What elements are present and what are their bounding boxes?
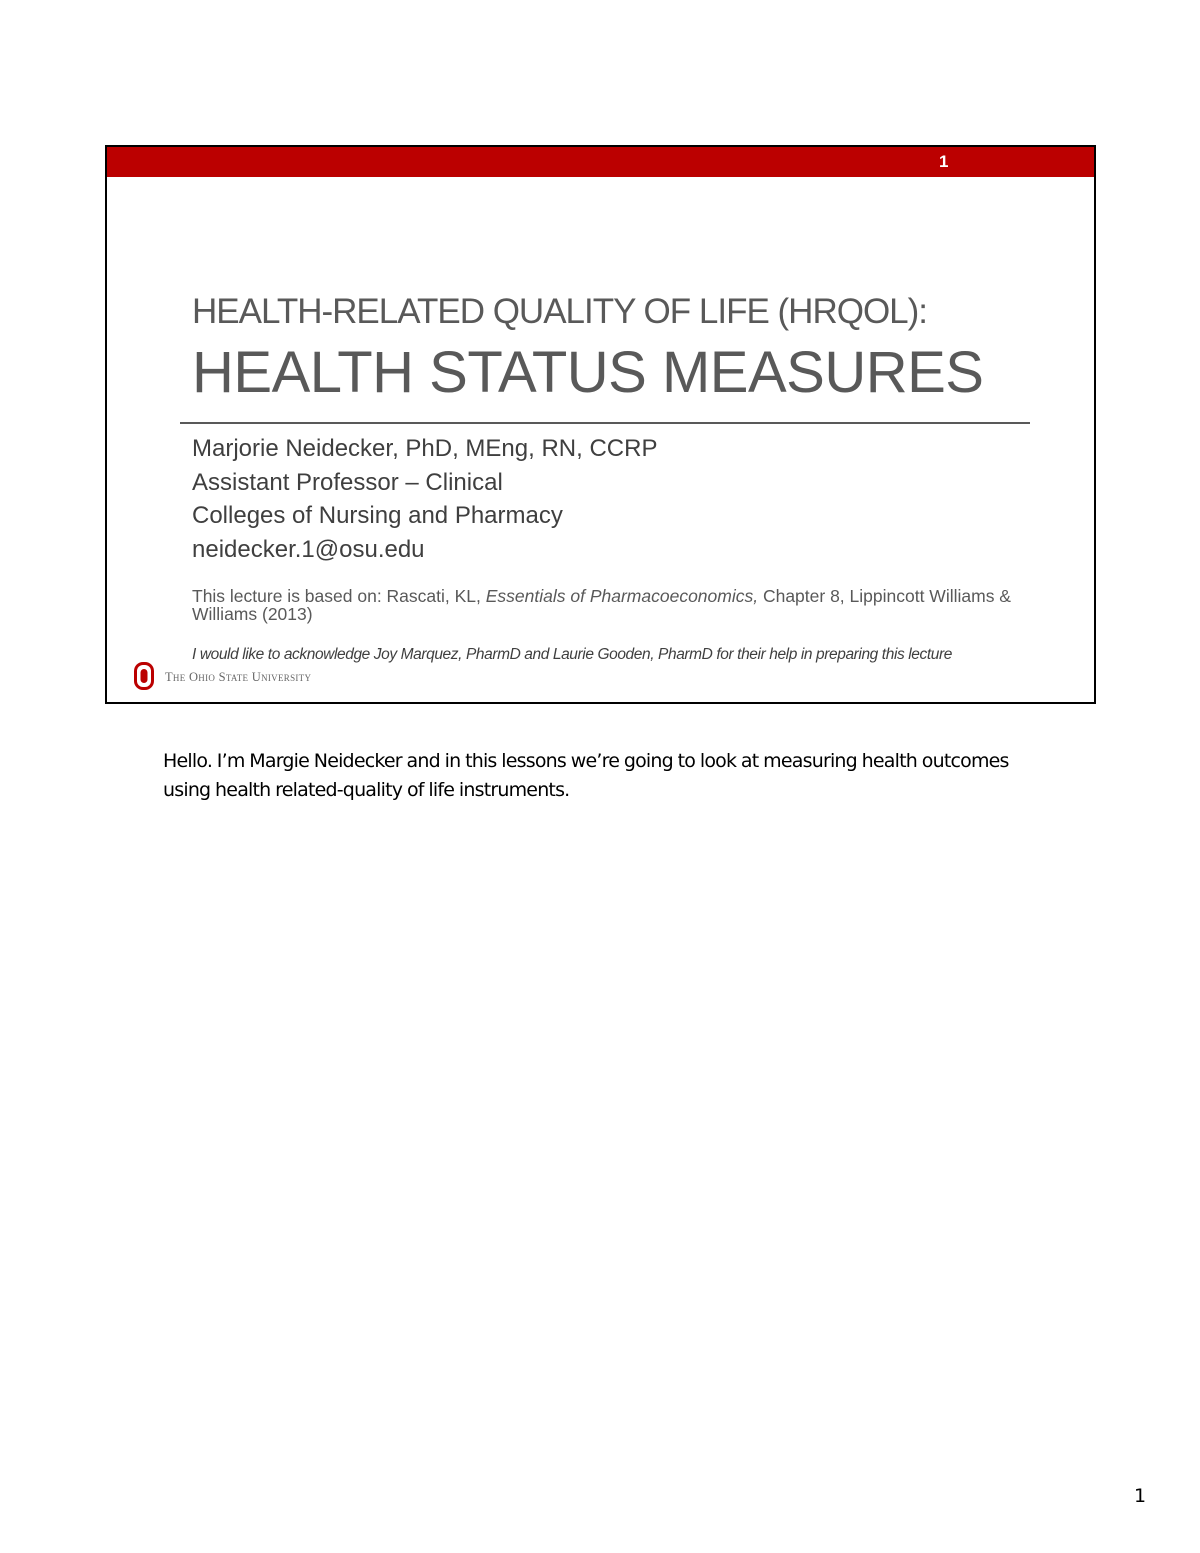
speaker-notes: Hello. I’m Margie Neidecker and in this lessons we’re going to look at measuring health outcomes using health related-quality of life instruments.	[163, 750, 1009, 801]
author-block	[192, 432, 657, 566]
osu-wordmark: The Ohio State University	[165, 669, 312, 684]
osu-logo	[133, 661, 311, 691]
slide-number: 1	[939, 152, 949, 171]
slide	[105, 145, 1096, 704]
slide-header-bar	[107, 147, 1094, 177]
title-divider	[180, 422, 1030, 424]
author-position: Assistant Professor – Clinical	[192, 468, 503, 496]
author-name: Marjorie Neidecker, PhD, MEng, RN, CCRP	[192, 435, 658, 462]
citation-book-title: Essentials of Pharmacoeconomics,	[485, 586, 759, 606]
author-department: Colleges of Nursing and Pharmacy	[192, 502, 563, 529]
slide-title-line-2: HEALTH STATUS MEASURES	[192, 340, 984, 405]
osu-block-o-icon	[133, 661, 155, 691]
page-number: 1	[1134, 1485, 1147, 1507]
slide-title-line-1: HEALTH-RELATED QUALITY OF LIFE (HRQOL):	[192, 292, 928, 331]
author-email: neidecker.1@osu.edu	[192, 535, 425, 563]
source-citation	[192, 587, 1022, 623]
citation-prefix: This lecture is based on: Rascati, KL,	[192, 586, 486, 606]
acknowledgement: I would like to acknowledge Joy Marquez, PharmD and Laurie Gooden, PharmD for their help in preparing this lecture	[192, 646, 952, 663]
citation-suffix: Chapter 8, Lippincott Williams & Williams (2013)	[192, 586, 1011, 624]
